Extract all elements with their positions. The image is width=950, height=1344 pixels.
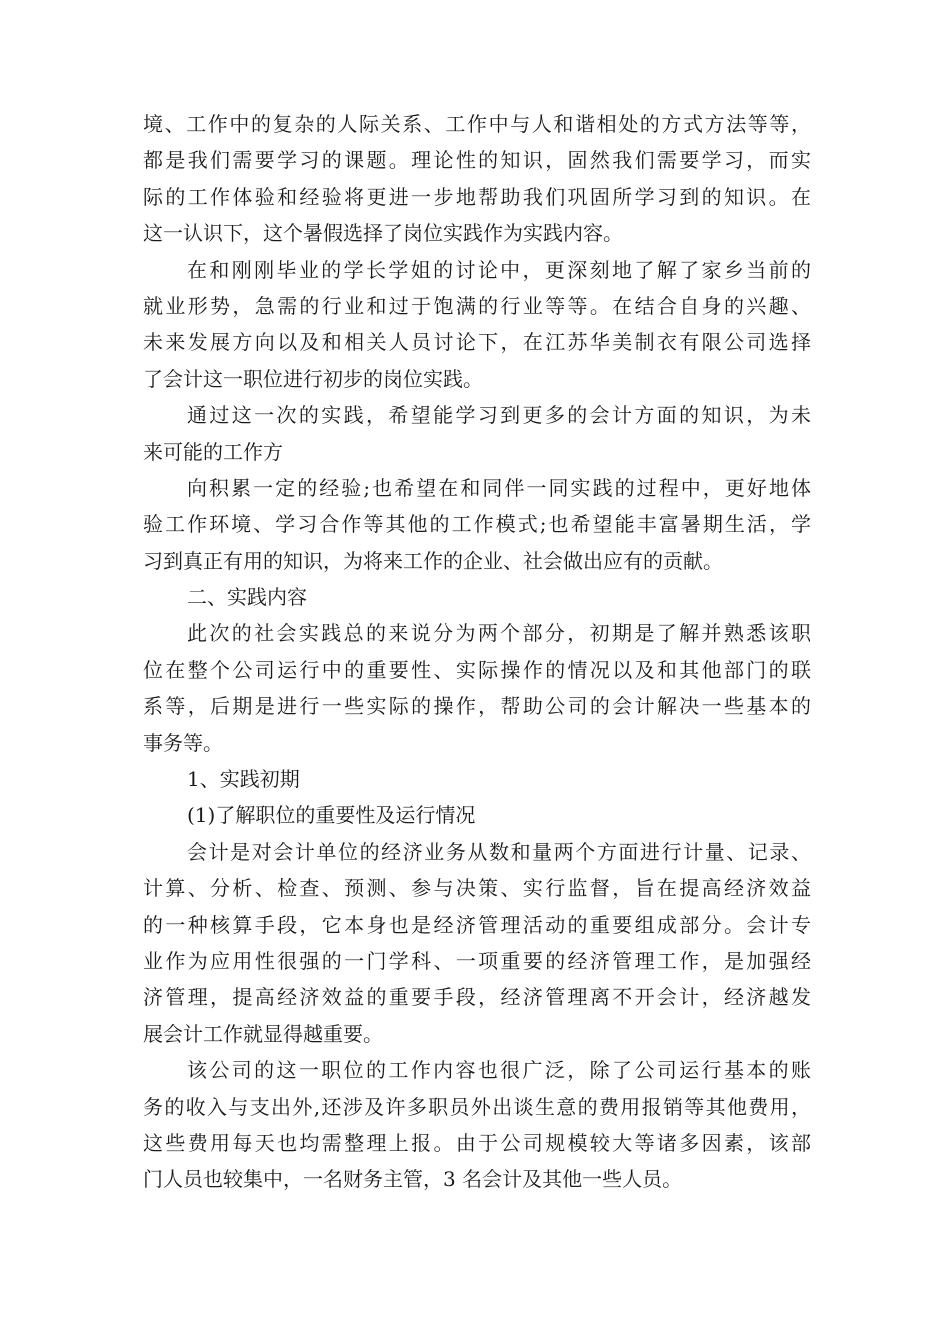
- text-line: 系等，后期是进行一些实际的操作，帮助公司的会计解决一些基本的: [143, 694, 811, 719]
- text-line: 业作为应用性很强的一门学科、一项重要的经济管理工作，是加强经: [143, 948, 811, 973]
- body-text: [143, 106, 811, 1198]
- text-line: 境、工作中的复杂的人际关系、工作中与人和谐相处的方式方法等等，: [143, 112, 811, 136]
- text-line: 事务等。: [143, 730, 223, 755]
- text-line: 位在整个公司运行中的重要性、实际操作的情况以及和其他部门的联: [143, 657, 811, 682]
- text-line: 这一认识下，这个暑假选择了岗位实践作为实践内容。: [143, 221, 623, 246]
- text-line: 际的工作体验和经验将更进一步地帮助我们巩固所学习到的知识。在: [143, 184, 811, 209]
- text-line: 在和刚刚毕业的学长学姐的讨论中，更深刻地了解了家乡当前的: [187, 257, 811, 282]
- text-line: 通过这一次的实践，希望能学习到更多的会计方面的知识，为未: [187, 403, 811, 428]
- text-line: 计算、分析、检查、预测、参与决策、实行监督，旨在提高经济效益: [143, 876, 811, 901]
- text-line: 了会计这一职位进行初步的岗位实践。: [143, 366, 483, 391]
- text-line: 门人员也较集中，一名财务主管，3 名会计及其他一些人员。: [143, 1167, 683, 1192]
- text-line: 务的收入与支出外,还涉及许多职员外出谈生意的费用报销等其他费用，: [143, 1094, 811, 1119]
- text-line: 就业形势，急需的行业和过于饱满的行业等等。在结合自身的兴趣、: [143, 293, 811, 318]
- text-line: 此次的社会实践总的来说分为两个部分，初期是了解并熟悉该职: [187, 621, 811, 646]
- section-heading: 二、实践内容: [187, 585, 307, 610]
- text-line: 未来发展方向以及和相关人员讨论下，在江苏华美制衣有限公司选择: [143, 330, 811, 355]
- text-line: 该公司的这一职位的工作内容也很广泛，除了公司运行基本的账: [187, 1058, 811, 1083]
- text-line: 展会计工作就显得越重要。: [143, 1021, 383, 1046]
- text-line: 的一种核算手段，它本身也是经济管理活动的重要组成部分。会计专: [143, 912, 811, 937]
- text-line: 来可能的工作方: [143, 439, 283, 464]
- text-line: 济管理，提高经济效益的重要手段，经济管理离不开会计，经济越发: [143, 985, 811, 1010]
- subsection-heading: 1、实践初期: [187, 767, 300, 792]
- text-line: 验工作环境、学习合作等其他的工作模式;也希望能丰富暑期生活，学: [143, 512, 811, 537]
- subsection-heading: (1)了解职位的重要性及运行情况: [187, 803, 476, 828]
- text-line: 这些费用每天也均需整理上报。由于公司规模较大等诸多因素，该部: [143, 1130, 811, 1155]
- text-line: 向积累一定的经验;也希望在和同伴一同实践的过程中，更好地体: [187, 475, 811, 500]
- text-line: 会计是对会计单位的经济业务从数和量两个方面进行计量、记录、: [187, 839, 811, 864]
- text-line: 习到真正有用的知识，为将来工作的企业、社会做出应有的贡献。: [143, 548, 723, 573]
- text-line: 都是我们需要学习的课题。理论性的知识，固然我们需要学习，而实: [143, 148, 811, 173]
